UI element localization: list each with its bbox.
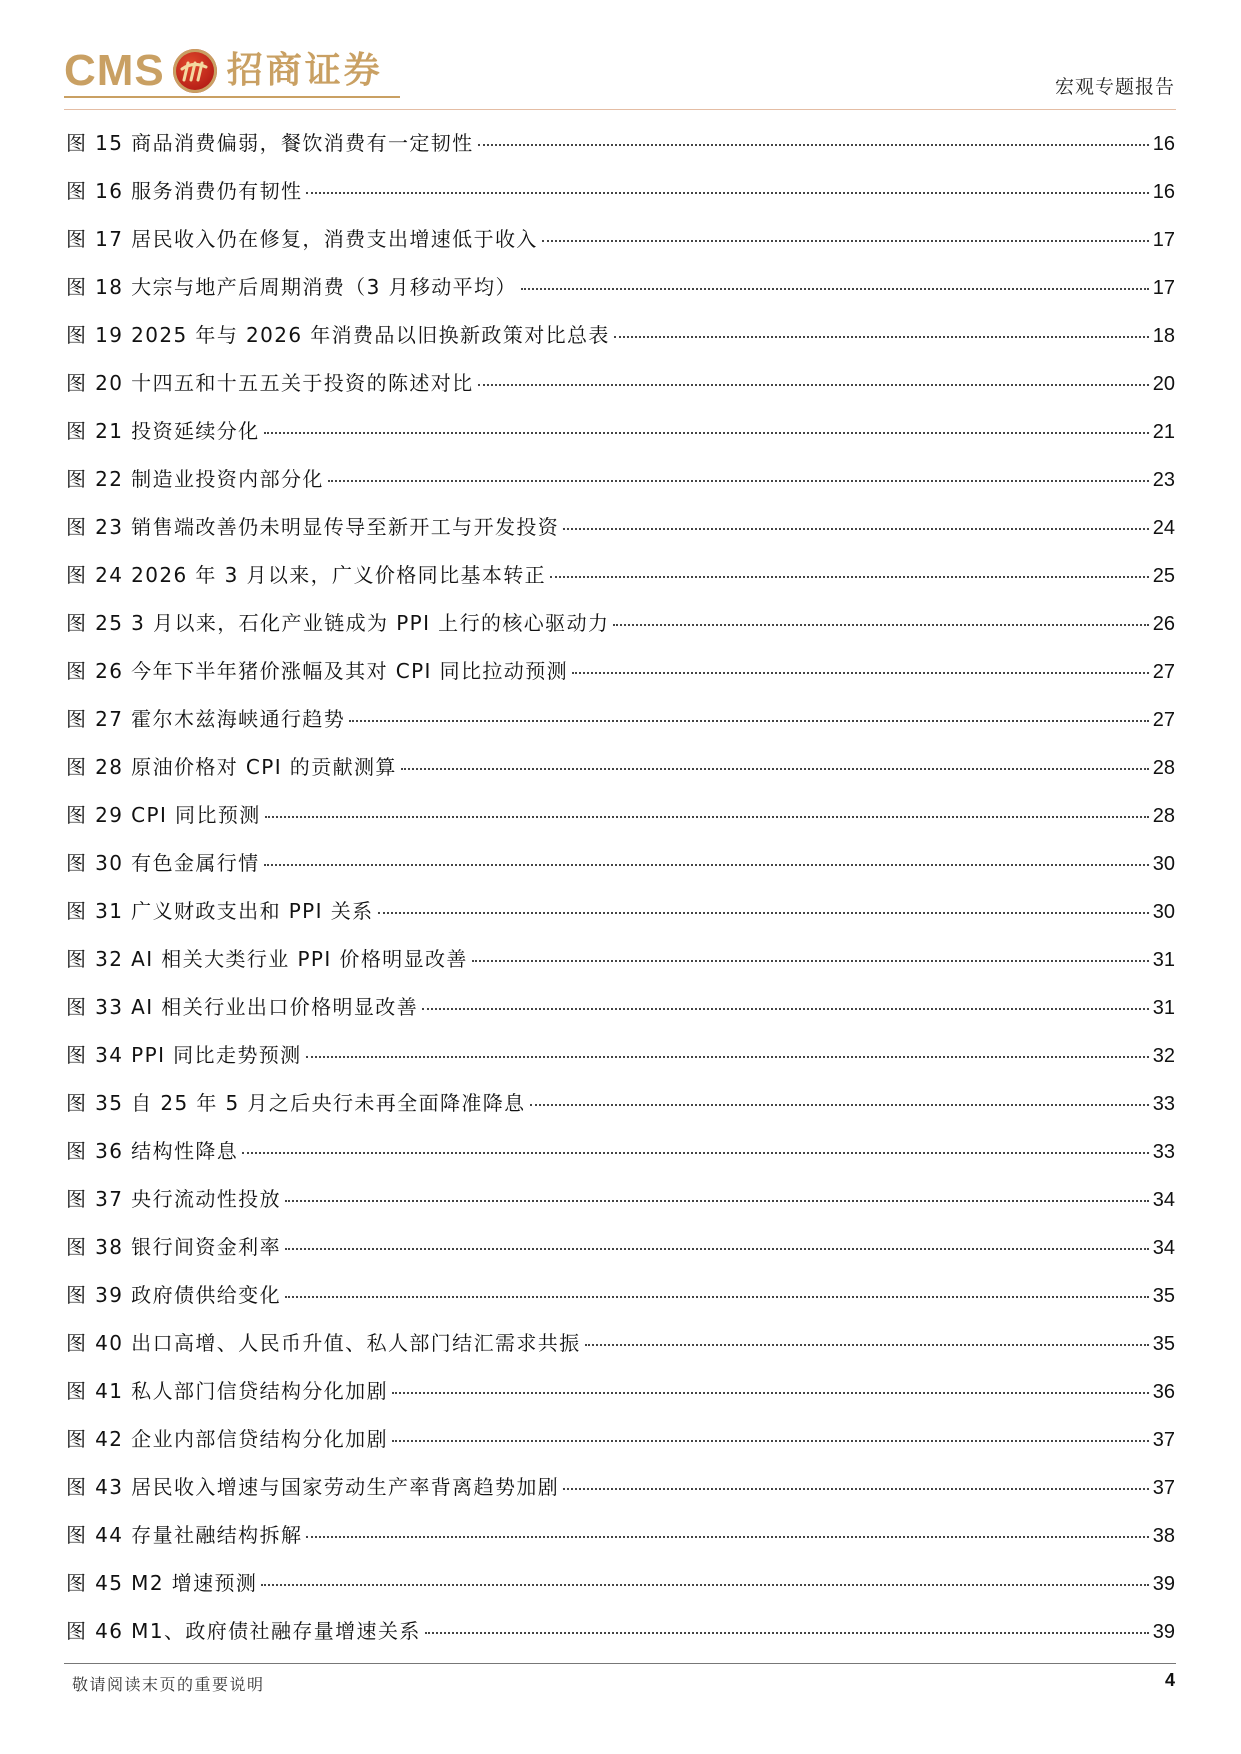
toc-entry-title: 图 19 2025 年与 2026 年消费品以旧换新政策对比总表: [66, 323, 610, 348]
toc-entry-title: 图 26 今年下半年猪价涨幅及其对 CPI 同比拉动预测: [66, 659, 569, 684]
toc-entry[interactable]: [66, 1087, 1175, 1135]
toc-entry-title: 图 35 自 25 年 5 月之后央行未再全面降准降息: [66, 1091, 526, 1116]
toc-entry[interactable]: [66, 463, 1175, 511]
logo-emblem-icon: [173, 49, 217, 93]
toc-entry-title: 图 25 3 月以来，石化产业链成为 PPI 上行的核心驱动力: [66, 611, 610, 636]
toc-entry[interactable]: [66, 511, 1175, 559]
toc-entry-page: 34: [1152, 1189, 1175, 1212]
toc-entry-title: 图 33 AI 相关行业出口价格明显改善: [66, 995, 419, 1020]
toc-dot-leader: [614, 335, 1149, 338]
toc-dot-leader: [425, 1631, 1149, 1634]
header-divider: [64, 109, 1176, 110]
toc-dot-leader: [285, 1247, 1149, 1250]
toc-entry-page: 39: [1152, 1621, 1175, 1644]
toc-entry[interactable]: [66, 751, 1175, 799]
toc-entry-title: 图 17 居民收入仍在修复，消费支出增速低于收入: [66, 227, 538, 252]
toc-entry-title: 图 22 制造业投资内部分化: [66, 467, 324, 492]
toc-dot-leader: [378, 911, 1149, 914]
toc-entry[interactable]: [66, 943, 1175, 991]
toc-dot-leader: [306, 191, 1148, 194]
toc-entry-title: 图 32 AI 相关大类行业 PPI 价格明显改善: [66, 947, 468, 972]
toc-entry-page: 30: [1152, 901, 1175, 924]
toc-entry-page: 17: [1152, 277, 1175, 300]
toc-dot-leader: [542, 239, 1149, 242]
report-type-label: 宏观专题报告: [1054, 76, 1175, 98]
toc-dot-leader: [401, 767, 1149, 770]
toc-entry[interactable]: [66, 1279, 1175, 1327]
toc-dot-leader: [349, 719, 1149, 722]
toc-dot-leader: [306, 1055, 1149, 1058]
toc-entry[interactable]: [66, 367, 1175, 415]
toc-entry[interactable]: [66, 271, 1175, 319]
toc-entry-page: 31: [1152, 949, 1175, 972]
toc-entry-title: 图 27 霍尔木兹海峡通行趋势: [66, 707, 346, 732]
logo-chinese-text: 招商证券: [226, 50, 383, 91]
toc-entry-page: 35: [1152, 1333, 1175, 1356]
toc-entry-title: 图 37 央行流动性投放: [66, 1187, 281, 1212]
footer-disclaimer: 敬请阅读末页的重要说明: [72, 1675, 265, 1694]
toc-entry[interactable]: [66, 1519, 1175, 1567]
toc-entry-page: 27: [1152, 709, 1175, 732]
toc-entry[interactable]: [66, 799, 1175, 847]
toc-entry[interactable]: [66, 223, 1175, 271]
toc-entry-page: 36: [1152, 1381, 1175, 1404]
toc-entry-title: 图 18 大宗与地产后周期消费（3 月移动平均）: [66, 275, 517, 300]
toc-entry-page: 28: [1152, 805, 1175, 828]
toc-entry-page: 16: [1152, 181, 1175, 204]
toc-entry-title: 图 24 2026 年 3 月以来，广义价格同比基本转正: [66, 563, 547, 588]
footer-divider: [64, 1663, 1176, 1664]
toc-entry[interactable]: [66, 847, 1175, 895]
toc-dot-leader: [392, 1439, 1149, 1442]
toc-entry-title: 图 34 PPI 同比走势预测: [66, 1043, 302, 1068]
toc-entry-title: 图 30 有色金属行情: [66, 851, 260, 876]
toc-entry-page: 16: [1152, 133, 1175, 155]
toc-dot-leader: [265, 815, 1149, 818]
toc-dot-leader: [613, 623, 1148, 626]
toc-entry[interactable]: [66, 1423, 1175, 1471]
toc-entry-page: 33: [1152, 1093, 1175, 1116]
toc-entry[interactable]: [66, 319, 1175, 367]
toc-entry-title: 图 29 CPI 同比预测: [66, 803, 261, 828]
toc-entry-title: 图 31 广义财政支出和 PPI 关系: [66, 899, 374, 924]
toc-entry[interactable]: [66, 1615, 1175, 1663]
toc-entry[interactable]: [66, 655, 1175, 703]
toc-entry-page: 37: [1152, 1477, 1175, 1500]
toc-entry-page: 30: [1152, 853, 1175, 876]
toc-entry-title: 图 23 销售端改善仍未明显传导至新开工与开发投资: [66, 515, 560, 540]
toc-entry-title: 图 39 政府债供给变化: [66, 1283, 281, 1308]
toc-dot-leader: [285, 1199, 1149, 1202]
toc-entry-title: 图 40 出口高增、人民币升值、私人部门结汇需求共振: [66, 1331, 581, 1356]
page-number: 4: [1164, 1670, 1175, 1690]
toc-entry-page: 34: [1152, 1237, 1175, 1260]
toc-dot-leader: [285, 1295, 1149, 1298]
toc-dot-leader: [261, 1583, 1148, 1586]
toc-entry-title: 图 21 投资延续分化: [66, 419, 260, 444]
toc-dot-leader: [328, 479, 1149, 482]
toc-entry-page: 38: [1152, 1525, 1175, 1548]
toc-dot-leader: [242, 1151, 1149, 1154]
toc-entry[interactable]: [66, 1471, 1175, 1519]
toc-entry[interactable]: [66, 1327, 1175, 1375]
toc-entry[interactable]: [66, 127, 1175, 175]
toc-dot-leader: [563, 1487, 1149, 1490]
page-header: [0, 0, 1241, 115]
toc-entry[interactable]: [66, 1135, 1175, 1183]
toc-dot-leader: [264, 863, 1149, 866]
toc-dot-leader: [572, 671, 1149, 674]
toc-entry[interactable]: [66, 415, 1175, 463]
toc-entry[interactable]: [66, 175, 1175, 223]
toc-entry-page: 27: [1152, 661, 1175, 684]
toc-dot-leader: [264, 431, 1149, 434]
toc-entry-title: 图 45 M2 增速预测: [66, 1571, 258, 1596]
toc-dot-leader: [563, 527, 1149, 530]
toc-dot-leader: [530, 1103, 1149, 1106]
toc-dot-leader: [478, 383, 1149, 386]
toc-entry-page: 35: [1152, 1285, 1175, 1308]
toc-entry-title: 图 46 M1、政府债社融存量增速关系: [66, 1619, 421, 1644]
toc-dot-leader: [521, 287, 1149, 290]
toc-entry-title: 图 15 商品消费偏弱，餐饮消费有一定韧性: [66, 131, 474, 155]
toc-entry-title: 图 43 居民收入增速与国家劳动生产率背离趋势加剧: [66, 1475, 560, 1500]
toc-entry-page: 28: [1152, 757, 1175, 780]
toc-entry[interactable]: [66, 1039, 1175, 1087]
toc-entry[interactable]: [66, 703, 1175, 751]
toc-entry-title: 图 16 服务消费仍有韧性: [66, 179, 303, 204]
toc-entry-title: 图 36 结构性降息: [66, 1139, 239, 1164]
toc-dot-leader: [550, 575, 1149, 578]
toc-dot-leader: [478, 143, 1149, 146]
toc-entry-page: 24: [1152, 517, 1175, 540]
toc-entry[interactable]: [66, 1231, 1175, 1279]
toc-entry-page: 20: [1152, 373, 1175, 396]
cms-logo: [64, 46, 383, 96]
toc-entry-page: 23: [1152, 469, 1175, 492]
toc-dot-leader: [585, 1343, 1149, 1346]
toc-entry-page: 25: [1152, 565, 1175, 588]
toc-entry-title: 图 42 企业内部信贷结构分化加剧: [66, 1427, 388, 1452]
toc-entry-title: 图 38 银行间资金利率: [66, 1235, 281, 1260]
toc-entry-page: 33: [1152, 1141, 1175, 1164]
logo-underline: [64, 96, 400, 98]
toc-entry-page: 21: [1152, 421, 1175, 444]
toc-entry[interactable]: [66, 1375, 1175, 1423]
toc-entry[interactable]: [66, 559, 1175, 607]
toc-entry-title: 图 41 私人部门信贷结构分化加剧: [66, 1379, 388, 1404]
toc-entry-page: 18: [1152, 325, 1175, 348]
toc-entry-page: 17: [1152, 229, 1175, 252]
toc-dot-leader: [306, 1535, 1148, 1538]
toc-entry[interactable]: [66, 607, 1175, 655]
toc-dot-leader: [472, 959, 1149, 962]
toc-entry-title: 图 20 十四五和十五五关于投资的陈述对比: [66, 371, 474, 396]
toc-entry-page: 31: [1152, 997, 1175, 1020]
toc-entry-page: 26: [1152, 613, 1175, 636]
toc-entry[interactable]: [66, 895, 1175, 943]
figure-list: [66, 127, 1175, 1664]
logo-latin-text: CMS: [64, 46, 165, 95]
toc-dot-leader: [422, 1007, 1149, 1010]
toc-entry-title: 图 28 原油价格对 CPI 的贡献测算: [66, 755, 397, 780]
toc-entry-title: 图 44 存量社融结构拆解: [66, 1523, 303, 1548]
toc-entry-page: 37: [1152, 1429, 1175, 1452]
toc-entry[interactable]: [66, 1183, 1175, 1231]
toc-entry[interactable]: [66, 991, 1175, 1039]
toc-entry-page: 39: [1152, 1573, 1175, 1596]
toc-entry-page: 32: [1152, 1045, 1175, 1068]
toc-dot-leader: [392, 1391, 1149, 1394]
toc-entry[interactable]: [66, 1567, 1175, 1615]
